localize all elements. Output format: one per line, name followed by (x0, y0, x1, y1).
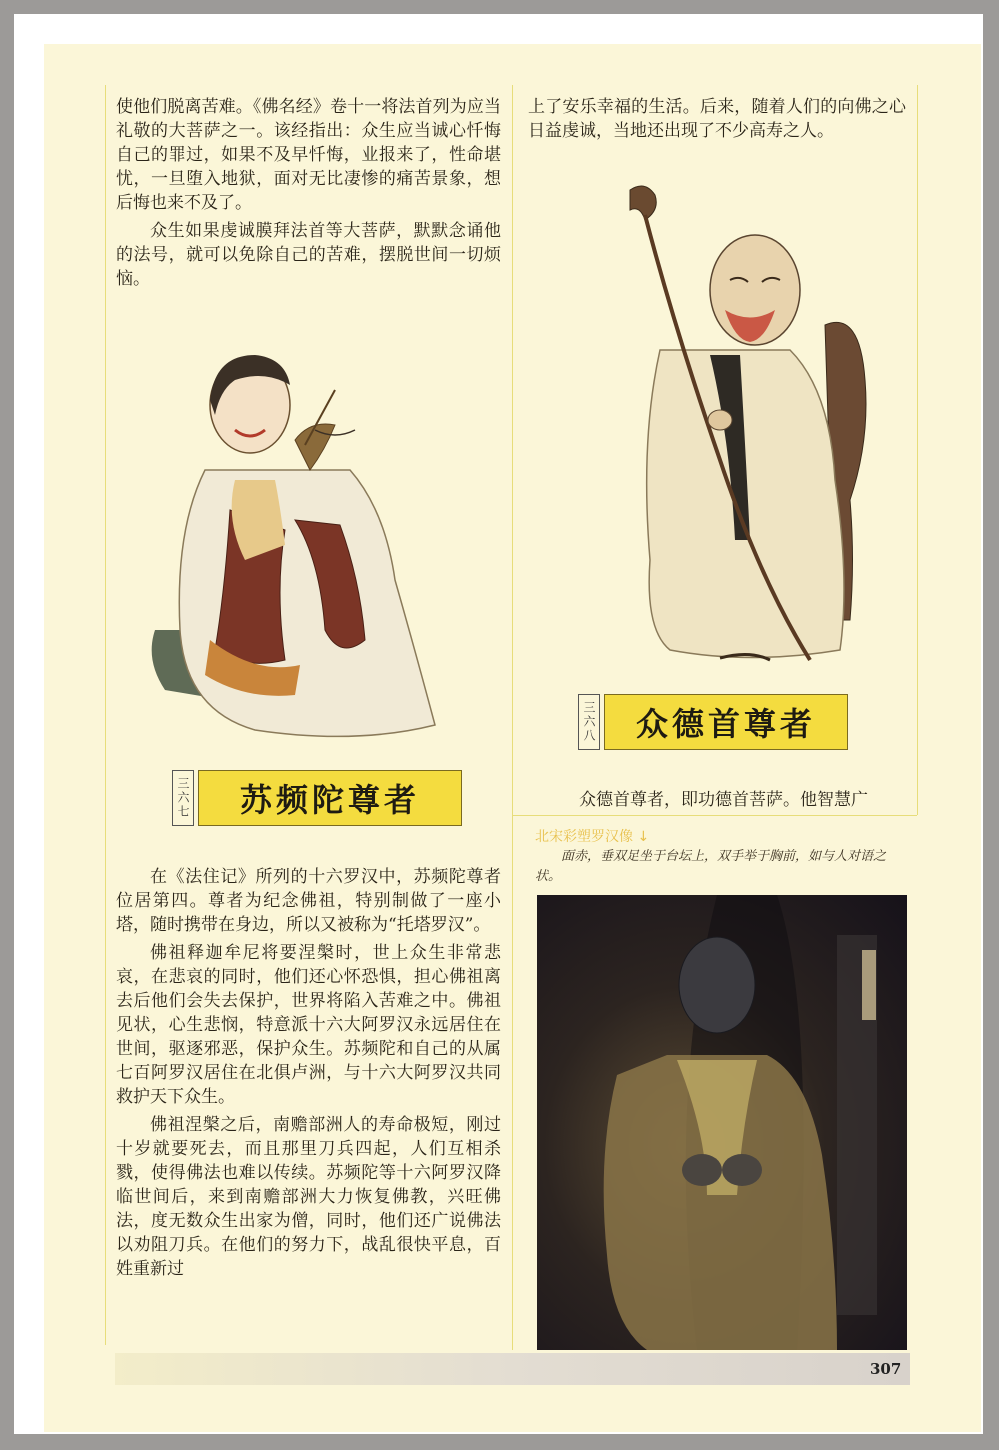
title-number: 三六七 (172, 770, 194, 826)
column-rule-middle (512, 85, 513, 1350)
photo-arhat-statue (537, 895, 907, 1350)
paragraph: 上了安乐幸福的生活。后来，随着人们的向佛之心日益虔诚，当地还出现了不少高寿之人。 (528, 97, 906, 141)
title-number: 三六八 (578, 694, 600, 750)
paragraph: 佛祖释迦牟尼将要涅槃时，世上众生非常悲哀，在悲哀的同时，他们还心怀恐惧，担心佛祖离去后他们会失去保护，世界将陷入苦难之中。佛祖见状，心生悲悯，特意派十六大阿罗汉永远居住在世间，驱逐邪恶，保护众生。苏频陀和自己的从属七百阿罗汉居住在北俱卢洲，与十六大阿罗汉共同救护天下众生。 (116, 943, 501, 1107)
caption-rule (512, 815, 917, 816)
title-name: 众德首尊者 (604, 694, 848, 750)
title-name: 苏频陀尊者 (198, 770, 462, 826)
photo-caption-body: 面赤，垂双足坐于台坛上，双手举于胸前，如与人对语之状。 (535, 849, 887, 884)
right-text-top (528, 95, 906, 143)
paragraph: 在《法住记》所列的十六罗汉中，苏频陀尊者位居第四。尊者为纪念佛祖，特别制做了一座小塔，随时携带在身边，所以又被称为“托塔罗汉”。 (116, 867, 501, 935)
illustration-supintuo (135, 330, 465, 750)
left-text-bottom (116, 865, 501, 1281)
paragraph: 众德首尊者，即功德首菩萨。他智慧广 (579, 790, 868, 810)
column-rule-left (105, 85, 106, 1345)
paragraph: 使他们脱离苦难。《佛名经》卷十一将法首列为应当礼敬的大菩萨之一。该经指出：众生应当诚心忏悔自己的罪过，如果不及早忏悔，业报来了，性命堪忧，一旦堕入地狱，面对无比凄惨的痛苦景象，想后悔也来不及了。 (116, 97, 501, 213)
illustration-zhongdeshou (600, 180, 900, 680)
title-zhongdeshou (578, 694, 848, 750)
title-supintuo (172, 770, 462, 826)
paragraph: 佛祖涅槃之后，南赡部洲人的寿命极短，刚过十岁就要死去，而且那里刀兵四起，人们互相杀戮，使得佛法也难以传续。苏频陀等十六阿罗汉降临世间后，来到南赡部洲大力恢复佛教，兴旺佛法，度无数众生出家为僧，同时，他们还广说佛法以劝阻刀兵。在他们的努力下，战乱很快平息，百姓重新过 (116, 1115, 501, 1279)
page-number: 307 (870, 1360, 902, 1378)
left-text-top (116, 95, 501, 291)
column-rule-right (917, 85, 918, 815)
footer-band (115, 1353, 910, 1385)
right-text-bottom (528, 788, 906, 812)
photo-caption-title: 北宋彩塑罗汉像 ↓ (535, 829, 650, 845)
paragraph: 众生如果虔诚膜拜法首等大菩萨，默默念诵他的法号，就可以免除自己的苦难，摆脱世间一切烦恼。 (116, 221, 501, 289)
